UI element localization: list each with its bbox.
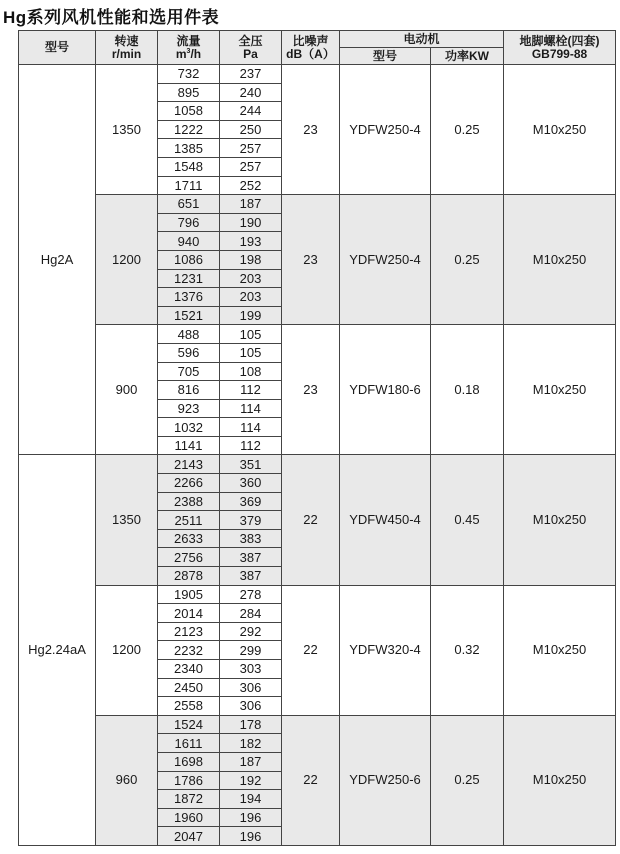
pressure-cell: 284 [220,604,282,623]
pressure-cell: 237 [220,65,282,84]
table-row [19,325,616,344]
flow-cell: 488 [158,325,220,344]
pressure-cell: 278 [220,585,282,604]
speed-cell: 1200 [96,585,158,715]
flow-cell: 2232 [158,641,220,660]
model-name: Hg2.24aA [19,455,96,845]
table-row [19,715,616,734]
motor-power-cell: 0.25 [431,715,504,845]
motor-power-cell: 0.25 [431,195,504,325]
flow-cell: 2450 [158,678,220,697]
pressure-cell: 187 [220,752,282,771]
bolt-cell: M10x250 [504,195,616,325]
noise-cell: 23 [282,65,340,195]
bolt-cell: M10x250 [504,455,616,585]
speed-cell: 900 [96,325,158,455]
pressure-cell: 299 [220,641,282,660]
flow-cell: 2558 [158,697,220,716]
flow-cell: 732 [158,65,220,84]
pressure-cell: 196 [220,808,282,827]
motor-model-cell: YDFW250-4 [340,195,431,325]
flow-cell: 1521 [158,306,220,325]
noise-cell: 22 [282,715,340,845]
flow-cell: 1548 [158,157,220,176]
pressure-cell: 387 [220,567,282,586]
pressure-cell: 194 [220,790,282,809]
pressure-cell: 306 [220,678,282,697]
pressure-cell: 203 [220,269,282,288]
pressure-cell: 257 [220,139,282,158]
table-row [19,195,616,214]
flow-cell: 1222 [158,120,220,139]
pressure-cell: 112 [220,381,282,400]
fan-spec-table [18,30,616,846]
pressure-cell: 182 [220,734,282,753]
noise-cell: 23 [282,325,340,455]
flow-cell: 596 [158,343,220,362]
motor-model-cell: YDFW450-4 [340,455,431,585]
flow-cell: 2388 [158,492,220,511]
pressure-cell: 199 [220,306,282,325]
flow-cell: 2047 [158,827,220,846]
pressure-cell: 114 [220,418,282,437]
model-name: Hg2A [19,65,96,455]
noise-cell: 22 [282,455,340,585]
flow-cell: 2266 [158,474,220,493]
table-body [19,65,616,846]
bolt-cell: M10x250 [504,65,616,195]
pressure-cell: 351 [220,455,282,474]
header-motor: 电动机 [340,31,504,48]
pressure-cell: 187 [220,195,282,214]
pressure-cell: 190 [220,213,282,232]
flow-cell: 1611 [158,734,220,753]
flow-cell: 2143 [158,455,220,474]
flow-cell: 1905 [158,585,220,604]
table-row [19,585,616,604]
speed-cell: 1350 [96,65,158,195]
motor-model-cell: YDFW320-4 [340,585,431,715]
flow-cell: 1141 [158,436,220,455]
pressure-cell: 192 [220,771,282,790]
pressure-cell: 383 [220,529,282,548]
motor-power-cell: 0.45 [431,455,504,585]
header-pressure: 全压 Pa [220,31,282,65]
pressure-cell: 303 [220,660,282,679]
motor-model-cell: YDFW180-6 [340,325,431,455]
noise-cell: 23 [282,195,340,325]
motor-power-cell: 0.18 [431,325,504,455]
header-model: 型号 [19,31,96,65]
pressure-cell: 112 [220,436,282,455]
flow-cell: 1058 [158,102,220,121]
flow-cell: 2633 [158,529,220,548]
pressure-cell: 252 [220,176,282,195]
pressure-cell: 196 [220,827,282,846]
pressure-cell: 292 [220,622,282,641]
flow-cell: 1086 [158,250,220,269]
header-bolt: 地脚螺栓(四套) GB799-88 [504,31,616,65]
pressure-cell: 240 [220,83,282,102]
motor-model-cell: YDFW250-6 [340,715,431,845]
flow-cell: 2878 [158,567,220,586]
speed-cell: 1350 [96,455,158,585]
flow-cell: 1385 [158,139,220,158]
pressure-cell: 105 [220,325,282,344]
flow-cell: 895 [158,83,220,102]
header-speed: 转速 r/min [96,31,158,65]
pressure-cell: 306 [220,697,282,716]
header-flow: 流量 $m^3/h$ [158,31,220,65]
page-title: Hg系列风机性能和选用件表 [3,8,220,27]
flow-cell: 1231 [158,269,220,288]
speed-cell: 1200 [96,195,158,325]
table-row [19,455,616,474]
pressure-cell: 114 [220,399,282,418]
noise-cell: 22 [282,585,340,715]
pressure-cell: 257 [220,157,282,176]
pressure-cell: 369 [220,492,282,511]
pressure-cell: 203 [220,288,282,307]
flow-cell: 705 [158,362,220,381]
motor-power-cell: 0.32 [431,585,504,715]
flow-cell: 923 [158,399,220,418]
flow-cell: 1786 [158,771,220,790]
motor-power-cell: 0.25 [431,65,504,195]
motor-model-cell: YDFW250-4 [340,65,431,195]
flow-cell: 1524 [158,715,220,734]
flow-cell: 2511 [158,511,220,530]
flow-cell: 2014 [158,604,220,623]
speed-cell: 960 [96,715,158,845]
pressure-cell: 244 [220,102,282,121]
bolt-cell: M10x250 [504,715,616,845]
table-row [19,65,616,84]
flow-cell: 1376 [158,288,220,307]
flow-cell: 1960 [158,808,220,827]
flow-cell: 1711 [158,176,220,195]
header-motor-model: 型号 [340,48,431,65]
flow-cell: 816 [158,381,220,400]
header-noise: 比噪声 dB（A） [282,31,340,65]
flow-cell: 2340 [158,660,220,679]
bolt-cell: M10x250 [504,325,616,455]
pressure-cell: 178 [220,715,282,734]
pressure-cell: 250 [220,120,282,139]
flow-cell: 1872 [158,790,220,809]
flow-cell: 2756 [158,548,220,567]
pressure-cell: 360 [220,474,282,493]
flow-cell: 2123 [158,622,220,641]
flow-cell: 940 [158,232,220,251]
pressure-cell: 193 [220,232,282,251]
flow-cell: 1032 [158,418,220,437]
flow-cell: 796 [158,213,220,232]
pressure-cell: 198 [220,250,282,269]
pressure-cell: 108 [220,362,282,381]
pressure-cell: 105 [220,343,282,362]
pressure-cell: 387 [220,548,282,567]
bolt-cell: M10x250 [504,585,616,715]
header-motor-power: 功率KW [431,48,504,65]
pressure-cell: 379 [220,511,282,530]
flow-cell: 1698 [158,752,220,771]
flow-cell: 651 [158,195,220,214]
